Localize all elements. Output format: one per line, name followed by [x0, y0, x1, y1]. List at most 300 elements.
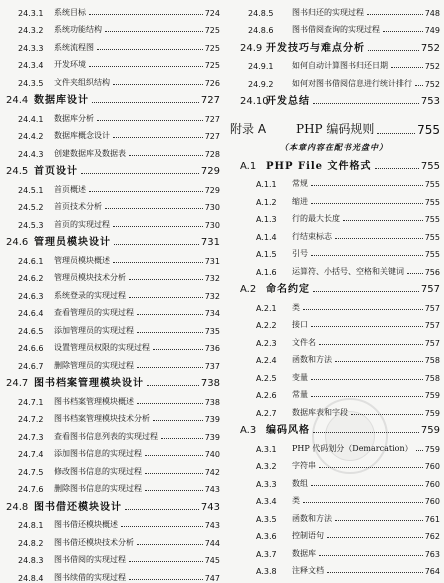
toc-subsection [228, 541, 440, 559]
toc-page-number: 725 [204, 43, 220, 53]
toc-leader [113, 137, 203, 138]
toc-note-text: （本章内容在配书光盘中） [280, 142, 388, 152]
toc-leader [113, 262, 203, 263]
toc-subsection [4, 548, 220, 566]
toc-page-number: 755 [424, 180, 440, 189]
toc-note [228, 137, 440, 153]
toc-number: 24.8.2 [18, 538, 44, 548]
toc-leader [89, 66, 203, 67]
toc-leader [368, 50, 419, 51]
toc-page-number: 738 [200, 378, 220, 389]
toc-number: 24.6.6 [18, 344, 44, 353]
toc-subsection [4, 0, 220, 18]
toc-subsection [228, 295, 440, 313]
toc-title: 查看管理员的实现过程 [54, 308, 134, 317]
toc-page-number: 760 [424, 497, 440, 506]
toc-page-number: 730 [204, 220, 220, 230]
toc-leader [416, 450, 423, 451]
toc-subsection [4, 530, 220, 548]
toc-section [4, 159, 220, 178]
toc-number: 24.4.2 [18, 132, 44, 141]
toc-title: 开发技巧与难点分析 [266, 42, 365, 54]
toc-page-number: 731 [204, 256, 220, 266]
toc-title: 如何对图书借阅信息进行统计排行 [292, 78, 412, 88]
toc-title: 文件名 [292, 337, 316, 347]
toc-number: 24.6 [6, 237, 29, 248]
toc-subsection [228, 471, 440, 489]
toc-title: 添加图书信息的实现过程 [54, 449, 142, 458]
toc-title: 管理员模块技术分析 [54, 273, 126, 282]
toc-page-number: 759 [420, 425, 440, 436]
toc-page-number: 757 [424, 338, 440, 348]
toc-page-number: 730 [204, 203, 220, 212]
toc-leader [97, 49, 203, 50]
toc-page-number: 757 [420, 284, 440, 295]
toc-leader [105, 31, 203, 32]
toc-leader [97, 120, 203, 121]
toc-page-number: 727 [200, 95, 220, 106]
toc-number: A.3 [240, 425, 257, 436]
toc-subsection [4, 424, 220, 442]
toc-title: 行的最大长度 [292, 214, 340, 223]
toc-title: 注释文档 [292, 566, 324, 575]
toc-right-column [228, 0, 440, 576]
toc-subsection [228, 172, 440, 190]
toc-number: 24.7.6 [18, 485, 44, 494]
toc-left-column [4, 0, 220, 583]
toc-leader [153, 420, 203, 421]
toc-leader [311, 326, 423, 327]
toc-subsection [228, 383, 440, 401]
toc-leader [313, 432, 419, 433]
toc-leader [145, 455, 203, 456]
toc-number: A.3.3 [256, 479, 277, 489]
toc-subsection [4, 336, 220, 354]
toc-title: 管理员模块设计 [34, 237, 111, 248]
toc-subsection [228, 365, 440, 383]
toc-page-number: 749 [424, 26, 440, 35]
toc-number: A.3.1 [256, 444, 277, 454]
toc-page-number: 726 [204, 78, 220, 88]
toc-page-number: 756 [424, 267, 440, 277]
toc-page-number: 729 [204, 185, 220, 195]
toc-leader [125, 509, 199, 510]
toc-number: 24.7.5 [18, 467, 44, 477]
toc-number: 24.6.5 [18, 326, 44, 336]
toc-title: 图书借阅的实现过程 [54, 555, 126, 564]
toc-number: 24.5.3 [18, 220, 44, 230]
toc-number: 24.6.4 [18, 309, 44, 318]
toc-title: 创建数据库及数据表 [54, 148, 126, 158]
toc-number: A.1.4 [256, 232, 277, 242]
toc-page-number: 755 [424, 250, 440, 259]
toc-number: 24.9.2 [248, 79, 274, 89]
toc-page-number: 752 [424, 62, 440, 71]
toc-page-number: 731 [200, 237, 220, 248]
toc-leader [303, 309, 423, 310]
toc-page-number: 736 [204, 344, 220, 353]
toc-page-number: 732 [204, 274, 220, 283]
toc-subsection [228, 454, 440, 472]
toc-page-number: 759 [424, 408, 440, 418]
toc-title: 类 [292, 496, 300, 505]
toc-page-number: 757 [424, 321, 440, 330]
toc-leader [311, 185, 423, 186]
toc-number: A.1.2 [256, 197, 277, 207]
toc-number: A.3.2 [256, 462, 277, 471]
toc-section [228, 89, 440, 108]
toc-leader [319, 467, 423, 468]
toc-subsection [228, 0, 440, 18]
toc-title: 运算符、小括号、空格和关键词 [292, 266, 404, 276]
toc-leader [129, 579, 203, 580]
toc-number: A.2.4 [256, 356, 277, 365]
toc-title: 数据库 [292, 548, 316, 558]
toc-page-number: 747 [204, 573, 220, 583]
toc-section [4, 88, 220, 107]
toc-title: 编码风格 [266, 425, 310, 436]
toc-title: 控制语句 [292, 531, 324, 540]
toc-leader [145, 490, 203, 491]
toc-leader [303, 502, 423, 503]
toc-number: A.1.1 [256, 180, 277, 189]
toc-subsection [228, 506, 440, 524]
toc-subsection [4, 18, 220, 36]
toc-leader [137, 544, 203, 545]
toc-number: 24.8.3 [18, 556, 44, 565]
toc-number: 24.8.5 [248, 8, 274, 18]
toc-subsection [228, 559, 440, 577]
toc-subsection [4, 477, 220, 495]
toc-subsection [4, 407, 220, 425]
toc-subsection [228, 54, 440, 72]
toc-leader [129, 279, 203, 280]
toc-number: 24.3.3 [18, 43, 44, 53]
toc-number: 24.8.4 [18, 573, 44, 583]
toc-subsection [4, 318, 220, 336]
toc-page-number: 761 [424, 514, 440, 524]
toc-leader [311, 255, 423, 256]
toc-title: 设置管理员权限的实现过程 [54, 343, 150, 352]
toc-leader [89, 14, 203, 15]
toc-page-number: 755 [424, 215, 440, 224]
toc-title: 系统流程图 [54, 42, 94, 52]
toc-number: A.1.6 [256, 267, 277, 277]
toc-subsection [4, 353, 220, 371]
toc-title: 修改图书信息的实现过程 [54, 466, 142, 476]
toc-page-number: 727 [204, 132, 220, 141]
toc-page-number: 742 [204, 467, 220, 477]
toc-page-number: 734 [204, 309, 220, 318]
toc-subsection [4, 212, 220, 230]
toc-number: A.3.5 [256, 514, 277, 524]
toc-title: 如何自动计算图书归还日期 [292, 61, 388, 70]
toc-leader [114, 244, 199, 245]
toc-title: 首页设计 [34, 166, 78, 177]
toc-page-number: 762 [424, 532, 440, 541]
toc-title: 数据库概念设计 [54, 131, 110, 140]
toc-number: A.1.5 [256, 250, 277, 259]
toc-leader [311, 203, 423, 204]
toc-title: 接口 [292, 320, 308, 329]
toc-page-number: 724 [204, 8, 220, 18]
toc-title: 变量 [292, 372, 308, 382]
toc-leader [377, 133, 415, 134]
toc-leader [161, 438, 203, 439]
toc-subsection [4, 195, 220, 213]
toc-number: 24.7.4 [18, 450, 44, 459]
toc-number: 24.7 [6, 378, 29, 389]
toc-page-number: 738 [204, 397, 220, 407]
toc-appendix [228, 115, 440, 137]
toc-leader [137, 332, 203, 333]
toc-leader [391, 67, 423, 68]
toc-number: A.2.6 [256, 391, 277, 400]
toc-page-number: 743 [204, 485, 220, 494]
toc-page-number: 759 [424, 391, 440, 400]
toc-page-number: 758 [424, 356, 440, 365]
toc-title: 首页技术分析 [54, 202, 102, 211]
toc-title: PHP File 文件格式 [266, 160, 372, 172]
toc-title: 数据库分析 [54, 113, 94, 123]
toc-leader [145, 473, 203, 474]
toc-number: 24.5.1 [18, 185, 44, 195]
toc-subsection [4, 513, 220, 531]
toc-subsection [228, 400, 440, 418]
toc-page-number: 739 [204, 432, 220, 442]
toc-title: PHP 编码规则 [296, 122, 375, 136]
toc-title: 函数和方法 [292, 513, 332, 523]
toc-number: A.3.8 [256, 567, 277, 576]
toc-section [4, 371, 220, 390]
toc-number: 24.7.2 [18, 415, 44, 424]
toc-number: A.3.6 [256, 532, 277, 541]
toc-subsection [228, 207, 440, 225]
toc-page-number: 744 [204, 538, 220, 548]
toc-page-number: 748 [424, 8, 440, 18]
toc-leader [319, 555, 423, 556]
toc-number: A.2.7 [256, 408, 277, 418]
toc-number: 24.8 [6, 501, 29, 513]
toc-title: 管理员模块概述 [54, 255, 110, 265]
toc-title: 引号 [292, 249, 308, 258]
toc-title: PHP 代码划分（Demarcation） [292, 443, 413, 453]
toc-leader [335, 238, 423, 239]
toc-title: 查看图书信息列表的实现过程 [54, 431, 158, 441]
toc-leader [415, 85, 423, 86]
toc-title: 常规 [292, 179, 308, 188]
toc-title: 图书借还模块概述 [54, 520, 118, 529]
toc-number: 24.7.1 [18, 397, 44, 407]
toc-subsection [4, 124, 220, 142]
toc-page-number: 727 [204, 114, 220, 124]
toc-number: 24.5 [6, 166, 29, 177]
toc-number: 24.3.5 [18, 78, 44, 88]
toc-section [228, 153, 440, 172]
toc-leader [137, 314, 203, 315]
toc-page-number: 760 [424, 462, 440, 471]
toc-page-number: 743 [204, 521, 220, 530]
toc-number: A.2 [240, 284, 257, 295]
toc-leader [121, 526, 203, 527]
toc-number: A.3.7 [256, 549, 277, 559]
toc-leader [335, 361, 423, 362]
toc-subsection [228, 242, 440, 260]
toc-leader [147, 385, 199, 386]
toc-page-number: 752 [424, 79, 440, 89]
toc-leader [375, 168, 419, 169]
toc-page-number: 759 [424, 444, 440, 454]
toc-leader [81, 173, 199, 174]
toc-leader [327, 537, 423, 538]
toc-leader [129, 155, 203, 156]
toc-page-number: 740 [204, 450, 220, 459]
toc-leader [311, 485, 423, 486]
toc-title: 首页的实现过程 [54, 219, 110, 229]
toc-subsection [4, 70, 220, 88]
toc-leader [367, 14, 423, 15]
toc-subsection [4, 106, 220, 124]
toc-leader [113, 226, 203, 227]
toc-number: 24.9 [240, 42, 263, 54]
toc-leader [327, 572, 423, 573]
toc-page-number: 728 [204, 149, 220, 159]
toc-title: 字符串 [292, 461, 316, 470]
toc-number: 24.5.2 [18, 203, 44, 212]
toc-leader [129, 297, 203, 298]
toc-number: A.1 [240, 160, 257, 172]
toc-number: 24.3.1 [18, 8, 44, 18]
toc-page-number: 755 [424, 232, 440, 242]
toc-title: 行结束标志 [292, 231, 332, 241]
toc-title: 函数和方法 [292, 355, 332, 364]
toc-title: 图书续借的实现过程 [54, 572, 126, 582]
toc-number: 24.9.1 [248, 62, 274, 71]
toc-title: 数据库设计 [34, 95, 89, 106]
toc-page-number: 753 [420, 96, 440, 107]
toc-title: 删除管理员的实现过程 [54, 360, 134, 370]
toc-section [228, 418, 440, 437]
toc-subsection [228, 224, 440, 242]
toc-subsection [228, 259, 440, 277]
toc-title: 删除图书信息的实现过程 [54, 484, 142, 493]
toc-page-number: 743 [200, 501, 220, 513]
toc-number: 24.3.2 [18, 26, 44, 35]
toc-leader [89, 191, 203, 192]
toc-subsection [4, 442, 220, 460]
toc-number: A.2.3 [256, 338, 277, 348]
toc-page-number: 725 [204, 61, 220, 70]
toc-subsection [4, 177, 220, 195]
toc-page-number: 752 [420, 42, 440, 54]
toc-number: 24.3.4 [18, 61, 44, 70]
toc-title: 添加管理员的实现过程 [54, 325, 134, 335]
toc-section [228, 277, 440, 296]
toc-leader [313, 103, 419, 104]
toc-leader [343, 220, 423, 221]
toc-title: 图书借还模块技术分析 [54, 537, 134, 547]
toc-title: 数据库表和字段 [292, 407, 348, 417]
toc-page-number: 757 [424, 303, 440, 313]
toc-title: 数组 [292, 478, 308, 488]
toc-section [4, 494, 220, 513]
toc-number: 24.8.6 [248, 26, 274, 35]
toc-page-number: 725 [204, 26, 220, 35]
toc-leader [311, 396, 423, 397]
toc-number: A.2.2 [256, 321, 277, 330]
toc-subsection [228, 436, 440, 454]
toc-number: A.3.4 [256, 497, 277, 506]
toc-number: 24.6.3 [18, 291, 44, 301]
toc-subsection [4, 301, 220, 319]
toc-number: A.2.1 [256, 303, 277, 313]
toc-subsection [228, 18, 440, 36]
toc-number: 24.6.7 [18, 361, 44, 371]
toc-leader [319, 344, 423, 345]
toc-title: 常量 [292, 390, 308, 399]
toc-page-number: 760 [424, 479, 440, 489]
toc-number: 24.4.1 [18, 114, 44, 124]
toc-title: 图书借阅查询的实现过程 [292, 25, 380, 34]
toc-subsection [4, 283, 220, 301]
toc-title: 系统功能结构 [54, 25, 102, 34]
toc-subsection [4, 141, 220, 159]
toc-number: A.1.3 [256, 215, 277, 224]
toc-page-number: 737 [204, 361, 220, 371]
toc-title: 图书归还的实现过程 [292, 7, 364, 17]
toc-subsection [4, 53, 220, 71]
toc-subsection [228, 189, 440, 207]
toc-number: 24.8.1 [18, 521, 44, 530]
toc-title: 图书借还模块设计 [34, 501, 122, 513]
toc-subsection [4, 266, 220, 284]
toc-page-number: 763 [424, 549, 440, 559]
toc-subsection [4, 565, 220, 583]
toc-subsection [228, 524, 440, 542]
toc-page-number: 739 [204, 415, 220, 424]
toc-subsection [228, 313, 440, 331]
toc-title: 开发环境 [54, 60, 86, 69]
toc-title: 图书档案管理模块概述 [54, 396, 134, 406]
toc-title: 首页概述 [54, 184, 86, 194]
toc-number: A.2.5 [256, 373, 277, 383]
toc-leader [335, 520, 423, 521]
toc-number: 24.6.2 [18, 274, 44, 283]
toc-page-number: 755 [417, 123, 440, 137]
toc-leader [137, 367, 203, 368]
toc-leader [407, 273, 423, 274]
toc-title: 类 [292, 302, 300, 312]
toc-title: 文件夹组织结构 [54, 77, 110, 87]
toc-subsection [228, 330, 440, 348]
toc-number: 24.4.3 [18, 149, 44, 159]
toc-page-number: 758 [424, 373, 440, 383]
toc-subsection [4, 248, 220, 266]
toc-leader [153, 349, 203, 350]
toc-page-number: 745 [204, 556, 220, 565]
toc-leader [311, 379, 423, 380]
toc-page-number: 755 [420, 160, 440, 172]
toc-subsection [228, 348, 440, 366]
toc-leader [129, 561, 203, 562]
toc-number: 24.7.3 [18, 432, 44, 442]
toc-leader [383, 31, 423, 32]
toc-title: 图书档案管理模块设计 [34, 378, 144, 389]
toc-title: 图书档案管理模块技术分析 [54, 414, 150, 423]
toc-subsection [228, 489, 440, 507]
toc-section [228, 35, 440, 54]
toc-section [4, 230, 220, 249]
